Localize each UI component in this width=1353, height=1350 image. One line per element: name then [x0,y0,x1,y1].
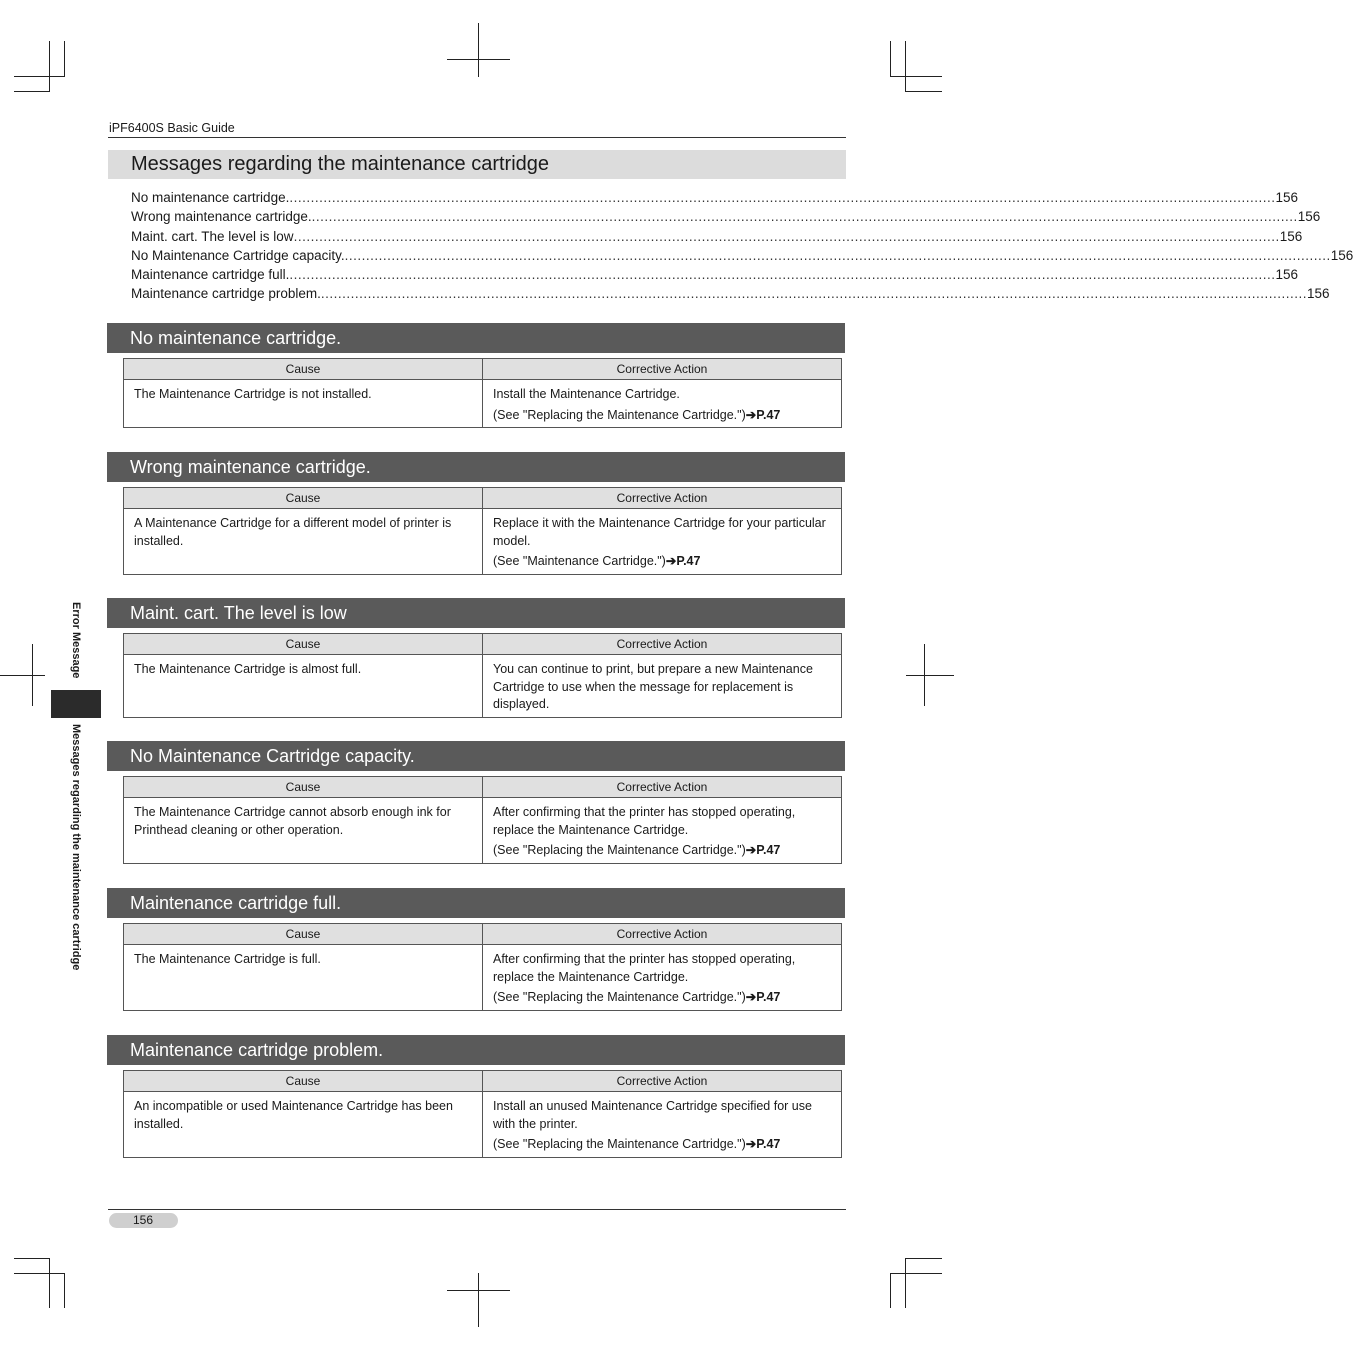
cause-cell [124,380,483,428]
cause-text: The Maintenance Cartridge is full. [134,952,321,966]
sidebar-chapter-label[interactable]: Error Message [70,602,82,679]
reference-line[interactable] [493,842,831,860]
section-heading: Maintenance cartridge problem. [107,1035,845,1065]
toc-item-page: 156 [1297,209,1321,225]
toc-item-label: No maintenance cartridge. [131,190,290,205]
cause-header: Cause [124,488,483,509]
arrow-icon: ➔ [745,990,757,1004]
cause-text: The Maintenance Cartridge is almost full. [134,662,362,676]
error-table [123,1070,842,1158]
header-rule [108,137,846,138]
cause-cell [124,509,483,575]
arrow-icon: ➔ [745,1137,757,1151]
cause-header: Cause [124,359,483,380]
toc-item-label: No Maintenance Cartridge capacity. [131,247,345,263]
toc-item[interactable] [131,207,1321,226]
action-header: Corrective Action [483,777,842,798]
cause-text: The Maintenance Cartridge cannot absorb enough ink for Printhead cleaning or other operation. [134,805,451,837]
page-ref-link[interactable]: P.47 [756,1137,781,1151]
toc-leader: ........................................................................................................................................................................................................................................ [311,209,1298,225]
section-heading: Wrong maintenance cartridge. [107,452,845,482]
toc-item[interactable] [131,246,1353,265]
cause-cell [124,945,483,1011]
toc-item-label: Maintenance cartridge full. [131,267,290,283]
toc-item-label: Wrong maintenance cartridge. [131,209,312,225]
page-ref-link[interactable]: P.47 [676,554,701,568]
section-heading: Maintenance cartridge full. [107,888,845,918]
section-heading: Maint. cart. The level is low [107,598,845,628]
cause-header: Cause [124,1071,483,1092]
arrow-icon: ➔ [745,843,757,857]
action-cell [483,509,842,575]
cause-cell [124,655,483,718]
action-cell [483,380,842,428]
section-wrong-maintenance-cartridge [107,452,845,575]
action-text: After confirming that the printer has stopped operating, replace the Maintenance Cartridge. [493,805,796,837]
toc-leader: ........................................................................................................................................................................................................................................ [289,267,1276,283]
error-table [123,923,842,1011]
page-title: Messages regarding the maintenance cartridge [108,150,846,179]
sidebar-section-label[interactable]: Messages regarding the maintenance cartridge [70,724,82,971]
guide-title: iPF6400S Basic Guide [109,121,235,135]
toc-item[interactable] [131,284,1330,303]
action-text: Install an unused Maintenance Cartridge specified for use with the printer. [493,1099,812,1131]
error-table [123,487,842,575]
reference-line[interactable] [493,407,831,425]
toc-leader: ........................................................................................................................................................................................................................................ [320,286,1308,302]
cause-header: Cause [124,924,483,945]
section-level-low [107,598,845,718]
toc-item[interactable] [131,188,1299,207]
action-cell [483,655,842,718]
section-no-capacity [107,741,845,864]
cause-cell [124,1092,483,1158]
reference-text: (See "Replacing the Maintenance Cartridge.") [493,407,746,422]
toc-item-label: Maintenance cartridge problem. [131,286,321,302]
toc-item-page: 156 [1330,247,1353,263]
action-text: You can continue to print, but prepare a new Maintenance Cartridge to use when the message for replacement is displayed. [493,662,813,711]
arrow-icon: ➔ [665,554,677,568]
page-ref-link[interactable]: P.47 [756,843,781,857]
error-table [123,776,842,864]
cause-header: Cause [124,634,483,655]
action-text: After confirming that the printer has stopped operating, replace the Maintenance Cartridge. [493,952,796,984]
toc-item[interactable] [131,265,1299,284]
reference-line[interactable] [493,553,831,571]
section-no-maintenance-cartridge [107,323,845,428]
action-cell [483,945,842,1011]
action-text: Install the Maintenance Cartridge. [493,387,680,401]
reference-text: (See "Replacing the Maintenance Cartridge.") [493,990,746,1004]
reference-line[interactable] [493,989,831,1007]
toc-leader: ........................................................................................................................................................................................................................................ [344,247,1331,263]
toc-item-page: 156 [1275,267,1299,283]
arrow-icon: ➔ [745,407,757,422]
section-heading: No maintenance cartridge. [107,323,845,353]
action-cell [483,798,842,864]
section-cartridge-problem [107,1035,845,1158]
cause-header: Cause [124,777,483,798]
action-header: Corrective Action [483,488,842,509]
section-cartridge-full [107,888,845,1011]
toc-item[interactable] [131,227,1303,246]
cause-text: An incompatible or used Maintenance Cartridge has been installed. [134,1099,453,1131]
footer-rule [108,1209,846,1210]
toc [131,188,1353,304]
reference-text: (See "Replacing the Maintenance Cartridge.") [493,843,746,857]
page-number: 156 [109,1213,178,1228]
toc-item-page: 156 [1275,190,1299,205]
toc-leader: ........................................................................................................................................................................................................................................ [293,228,1280,244]
reference-line[interactable] [493,1136,831,1154]
toc-item-page: 156 [1307,286,1330,302]
toc-leader: ........................................................................................................................................................................................................................................ [289,190,1276,205]
error-table [123,358,842,428]
cause-cell [124,798,483,864]
page-ref-link[interactable]: P.47 [756,407,781,422]
action-header: Corrective Action [483,924,842,945]
cause-text: The Maintenance Cartridge is not installed. [134,387,372,401]
reference-text: (See "Maintenance Cartridge.") [493,554,666,568]
section-heading: No Maintenance Cartridge capacity. [107,741,845,771]
action-header: Corrective Action [483,1071,842,1092]
action-header: Corrective Action [483,634,842,655]
action-cell [483,1092,842,1158]
error-table [123,633,842,718]
page-ref-link[interactable]: P.47 [756,990,781,1004]
reference-text: (See "Replacing the Maintenance Cartridge.") [493,1137,746,1151]
action-text: Replace it with the Maintenance Cartridge for your particular model. [493,516,826,548]
toc-item-page: 156 [1279,228,1303,244]
cause-text: A Maintenance Cartridge for a different model of printer is installed. [134,516,452,548]
sidebar-tab-marker [51,690,101,718]
toc-item-label: Maint. cart. The level is low [131,228,294,244]
action-header: Corrective Action [483,359,842,380]
